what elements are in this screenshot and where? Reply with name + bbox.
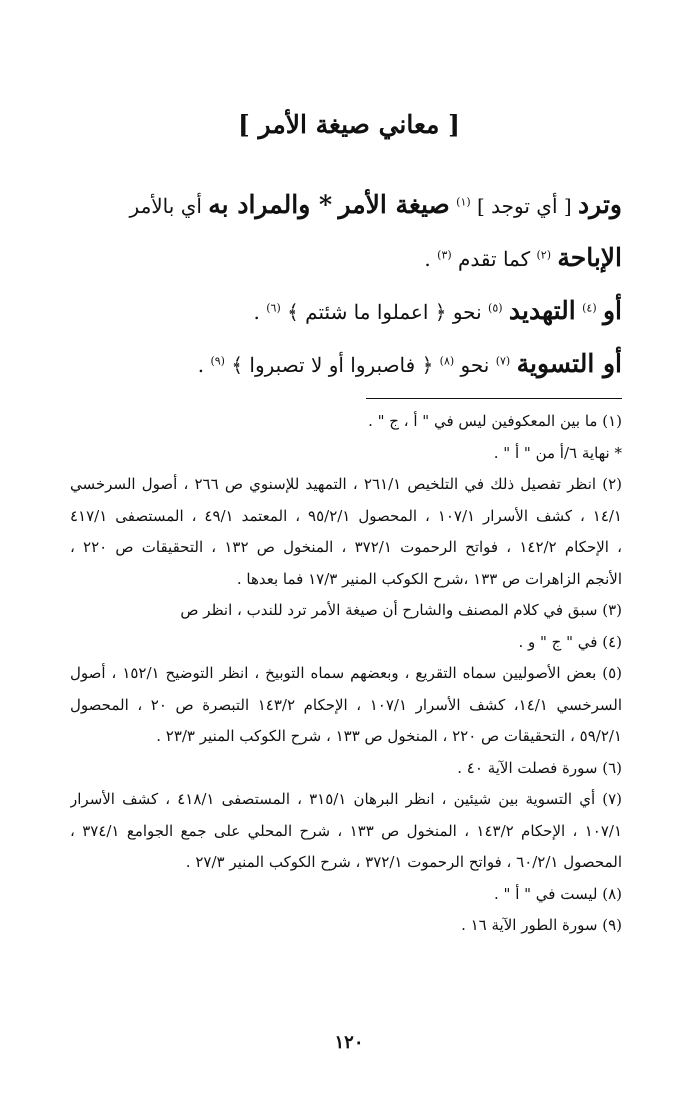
footnote-line: (٨) ليست في " أ " . bbox=[494, 884, 622, 903]
footnote-line: (١) ما بين المعكوفين ليس في " أ ، ج " . bbox=[368, 412, 622, 430]
quran-example-2: ﴿ فاصبروا أو لا تصبروا ﴾ bbox=[231, 353, 434, 377]
footnote-ref-1: (١) bbox=[456, 195, 471, 209]
footnote-line: السرخسي ١٤/١، كشف الأسرار ١٠٧/١ ، الإحكام ١٤٣/٢ التبصرة ص ٢٠ ، المحصول bbox=[70, 695, 622, 714]
footnote-ref-3: (٣) bbox=[437, 248, 452, 262]
nahw-text: نحو bbox=[460, 353, 490, 377]
footnote-ref-7: (٧) bbox=[495, 354, 511, 368]
main-text-line-2 bbox=[70, 234, 622, 283]
period: . bbox=[253, 300, 260, 324]
footnote-line: ١٠٧/١ ، الإحكام ١٤٣/٢ ، المنخول ص ١٣٣ ، شرح المحلي على جمع الجوامع ٣٧٤/١ ، bbox=[70, 821, 622, 840]
footnote-line: ٥٩/٢/١ ، التحقيقات ص ٢٢٠ ، المنخول ص ١٣٣ ، شرح الكوكب المنير ٢٣/٣ . bbox=[156, 727, 622, 745]
footnote-line: (٩) سورة الطور الآية ١٦ . bbox=[461, 916, 622, 934]
footnote-ref-2: (٢) bbox=[536, 248, 551, 262]
term-aw: أو bbox=[602, 296, 622, 325]
term-amr-form: صيغة الأمر bbox=[338, 190, 450, 219]
as-mentioned-text: كما تقدم bbox=[458, 247, 531, 271]
period: . bbox=[424, 247, 431, 271]
footnote-line: (٦) سورة فصلت الآية ٤٠ . bbox=[457, 758, 622, 777]
footnote-line: (٥) بعض الأصوليين سماه التقريع ، وبعضهم سماه التوبيخ ، انظر التوضيح ١٥٢/١ ، أصول bbox=[70, 664, 622, 682]
section-heading: [ معاني صيغة الأمر ] bbox=[238, 110, 460, 139]
footnote-divider bbox=[366, 398, 622, 399]
footnote-line: الأنجم الزاهرات ص ١٣٣ ،شرح الكوكب المنير ١٧/٣ فما بعدها . bbox=[236, 569, 622, 588]
footnote-line: ، الإحكام ١٤٢/٢ ، فواتح الرحموت ٣٧٢/١ ، المنخول ص ١٣٢ ، التحقيقات ص ٢٢٠ ، bbox=[70, 538, 622, 556]
term-taswiya: أو التسوية bbox=[516, 349, 622, 378]
footnote-line: (٤) في " ج " و . bbox=[518, 632, 622, 651]
bracket-note: [ أي توجد ] bbox=[477, 194, 572, 218]
term-wa-tarid: وترد bbox=[578, 190, 622, 219]
main-text-line-1 bbox=[70, 181, 622, 230]
explanation-text: أي بالأمر bbox=[129, 194, 202, 218]
page-number: ١٢٠ bbox=[334, 1032, 364, 1053]
period: . bbox=[197, 353, 205, 377]
footnote-line: (٧) أي التسوية بين شيئين ، انظر البرهان ٣١٥/١ ، المستصفى ٤١٨/١ ، كشف الأسرار bbox=[70, 790, 622, 808]
footnote-ref-5: (٥) bbox=[488, 301, 503, 315]
footnote-line: المحصول ٦٠/٢/١ ، فواتح الرحموت ٣٧٢/١ ، شرح الكوكب المنير ٢٧/٣ . bbox=[185, 853, 622, 871]
term-ibaha: الإباحة bbox=[557, 243, 622, 272]
footnotes-block bbox=[70, 406, 622, 942]
footnote-line: * نهاية ٦/أ من " أ " . bbox=[493, 443, 622, 462]
main-text-line-3 bbox=[70, 287, 622, 336]
term-tahdid: التهديد bbox=[508, 296, 576, 325]
quran-example-1: نحو ﴿ اعملوا ما شئتم ﴾ bbox=[287, 300, 482, 324]
footnote-ref-4: (٤) bbox=[582, 301, 597, 315]
footnote-line: (٢) انظر تفصيل ذلك في التلخيص ٢٦١/١ ، التمهيد للإسنوي ص ٢٦٦ ، أصول السرخسي bbox=[70, 475, 622, 493]
footnote-ref-6: (٦) bbox=[266, 301, 281, 315]
term-murad: * والمراد به bbox=[208, 190, 333, 219]
footnote-ref-9: (٩) bbox=[210, 354, 225, 368]
main-text-line-4 bbox=[70, 340, 622, 389]
footnote-line: ١٤/١ ، كشف الأسرار ١٠٧/١ ، المحصول ٩٥/٢/١ ، المعتمد ٤٩/١ ، المستصفى ٤١٧/١ bbox=[70, 506, 622, 525]
footnote-ref-8: (٨) bbox=[439, 354, 455, 368]
footnote-line: (٣) سبق في كلام المصنف والشارح أن صيغة الأمر ترد للندب ، انظر ص bbox=[180, 601, 622, 619]
